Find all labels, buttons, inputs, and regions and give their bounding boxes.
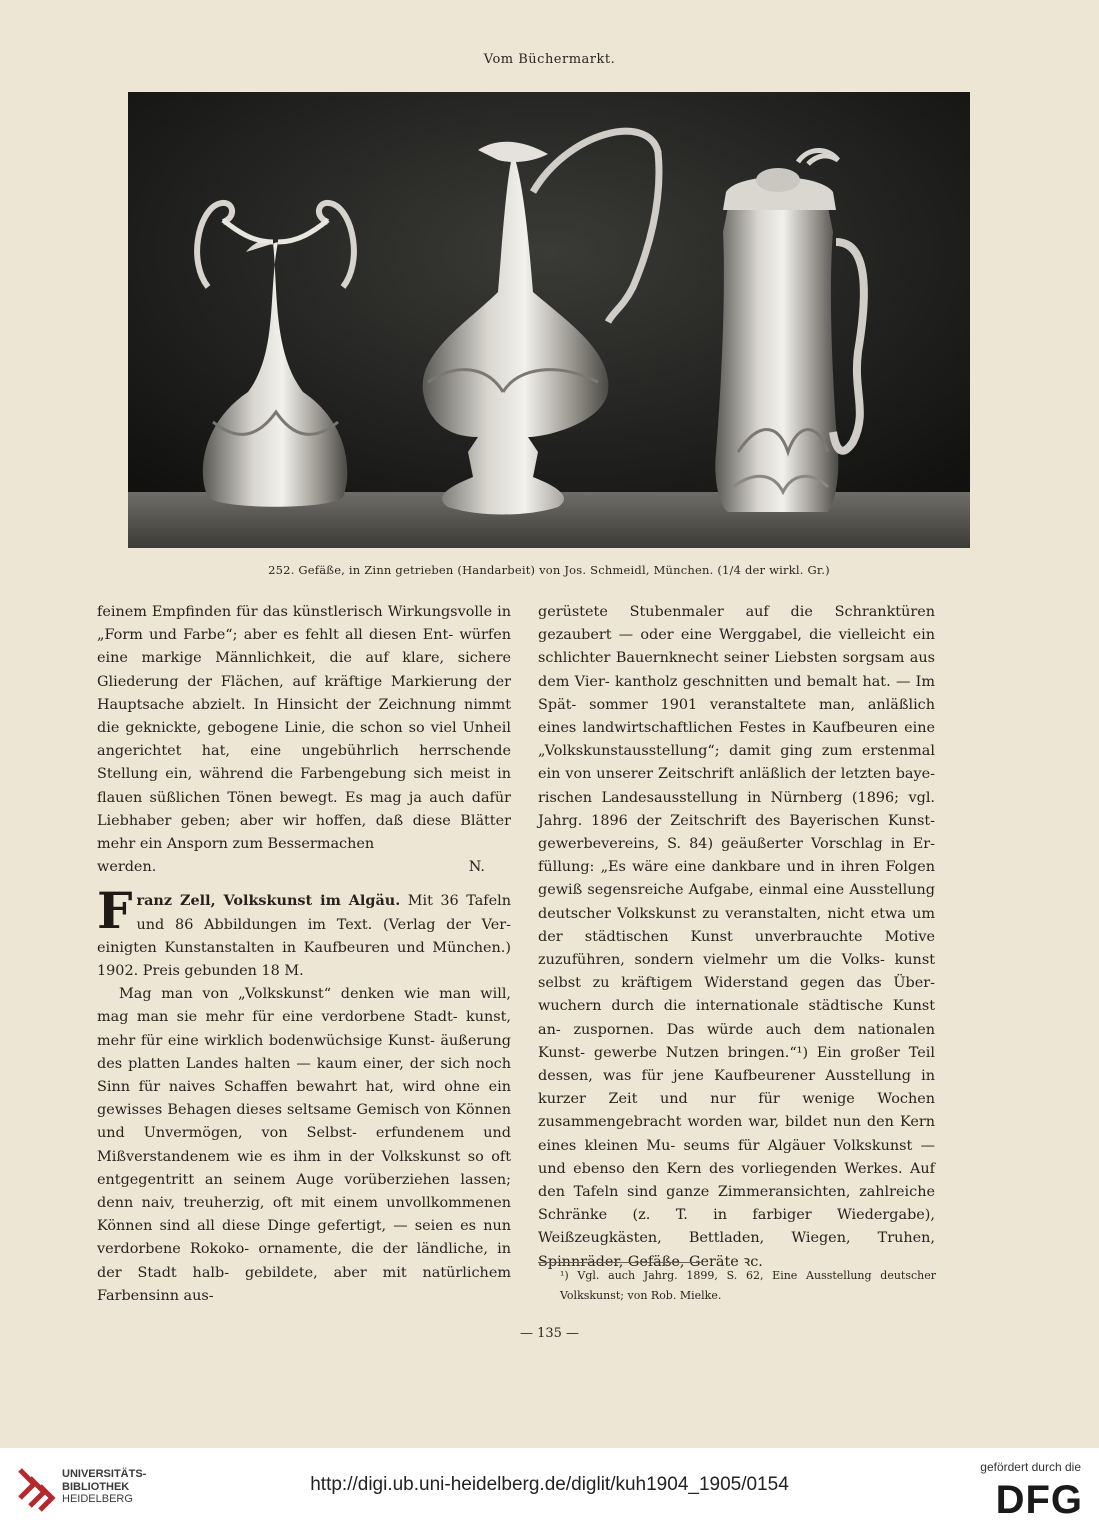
text-line: Kern des vorliegenden Werkes. Auf den Tafeln — [538, 1160, 935, 1201]
text-line: worden war, bildet nun den Kern eines kleinen Mu- — [538, 1114, 935, 1154]
text-line: und 86 Abbildungen im Text. (Verlag der Ver- — [136, 916, 511, 933]
text-line: Folgen gewiß segensreiche Aufgabe, einmal eine — [538, 859, 935, 899]
review-title: ranz Zell, Volkskunst im Algäu. — [136, 892, 401, 910]
text-line: füllung: „Es wäre eine dankbare und in ihren — [538, 859, 886, 876]
text-line: auch dafür Liebhaber geben; aber wir hoffen, daß — [97, 789, 511, 829]
document-url-link[interactable]: http://digi.ub.uni-heidelberg.de/diglit/kuh1904_1905/0154 — [310, 1474, 789, 1495]
text-line: sommer 1901 veranstaltete man, anläßlich eines — [538, 696, 935, 737]
text-line: Motive zuzuführen, sondern vielmehr um die Volks- — [538, 928, 935, 969]
footnote: ¹) Vgl. auch Jahrg. 1899, S. 62, Eine Ausstellung deutscher Volkskunst; von Rob. Mielke. — [560, 1269, 936, 1302]
footnote-divider — [538, 1262, 703, 1263]
text-line: landwirtschaftlichen Festes in Kaufbeuren eine — [582, 720, 935, 737]
text-line: einigten Kunstanstalten in Kaufbeuren und München.) — [97, 939, 511, 956]
text-line: gebildete, aber mit natürlichem Farbensinn aus- — [97, 1264, 511, 1304]
text-line: kunst, mehr für eine wirklich bodenwüchsige Kunst- — [97, 1009, 511, 1049]
text-line: gerüstete Stubenmaler auf die Schranktüren gezaubert — [538, 604, 935, 644]
text-line: Mit 36 Tafeln — [407, 893, 511, 910]
signature-line — [97, 856, 511, 879]
text-line: Bauernknecht seiner Liebsten sorgsam aus dem Vier- — [538, 650, 936, 690]
dfg-logo: DFG — [995, 1478, 1083, 1522]
text-line: erfundenem und Mißverstandenem wie es ihm in — [97, 1125, 511, 1165]
text-line: will, mag man sie mehr für eine verdorbene Stadt- — [97, 986, 511, 1026]
text-line: der Volkskunst so oft entgegentritt an seinem Auge — [97, 1148, 511, 1188]
text-line: gefertigt, — seien es nun verdorbene Rokoko- — [97, 1218, 511, 1258]
text-line: gewerbe Nutzen bringen.“¹) Ein großer Teil dessen, — [538, 1044, 935, 1085]
text-line: diese Blätter mehr ein Ansporn zum Bessermachen — [97, 812, 511, 853]
library-name-line: BIBLIOTHEK — [62, 1480, 130, 1493]
text-line: Zeit und nur für wenige Wochen zusammengebracht — [538, 1091, 936, 1131]
text-line: 1902. Preis gebunden 18 M. — [97, 963, 304, 980]
text-line: kantholz geschnitten und bemalt hat. — Im Spät- — [538, 673, 935, 713]
text-line: „Volkskunstausstellung“; damit ging zum erstenmal — [538, 743, 935, 760]
funding-note: gefördert durch die — [980, 1460, 1081, 1474]
text-line: nimmt die geknickte, gebogene Linie, die schon so viel — [97, 696, 511, 737]
drop-cap: F — [97, 881, 133, 941]
text-line: werden. — [97, 859, 157, 876]
text-line: in „Form und Farbe“; aber es fehlt all diesen Ent- — [97, 604, 511, 644]
text-line: sichere Gliederung der Flächen, auf kräftige Markierung — [97, 650, 511, 690]
text-line: nicht etwa um der städtischen Kunst unverbrauchte — [538, 905, 935, 945]
left-column — [97, 601, 511, 1308]
text-line: Ausstellung deutscher Volkskunst zu veranstalten, — [538, 882, 935, 922]
text-line: würfen eine markige Männlichkeit, die auf klare, — [97, 627, 511, 667]
reviewer-signature: N. — [468, 859, 485, 876]
text-line: Wiegen, Truhen, Spinnräder, Gefäße, Geräte ꝛc. — [538, 1230, 935, 1270]
text-line: — oder eine Werggabel, die vielleicht ein schlichter — [538, 627, 935, 667]
review-entry — [97, 881, 511, 983]
text-line: ein von unserer Zeitschrift anläßlich der letzten baye- — [538, 766, 935, 783]
page-number: — 135 — — [519, 1326, 580, 1341]
text-line: Stellung ein, während die Farbengebung sich meist — [97, 766, 498, 783]
pewter-vessels-image — [128, 92, 970, 548]
text-line: Gemisch von Können und Unvermögen, von Selbst- — [97, 1102, 511, 1142]
text-line: ornamente, die der ländliche, in der Stadt halb- — [97, 1241, 511, 1281]
figure-photograph — [128, 92, 970, 548]
text-line: äußerung des platten Landes halten — kaum einer, — [97, 1032, 511, 1072]
review-body-paragraph — [97, 983, 511, 1308]
right-column — [538, 601, 935, 1274]
running-head: Vom Büchermarkt. — [483, 52, 616, 67]
library-name-line: HEIDELBERG — [62, 1493, 133, 1505]
text-line: Jahrg. 1896 der Zeitschrift des Bayerischen Kunst- — [538, 812, 935, 829]
text-line: der Hauptsache abzielt. In Hinsicht der Zeichnung — [97, 673, 511, 713]
text-line: sind ganze Zimmeransichten, zahlreiche Schränke (z. T. — [538, 1184, 935, 1224]
library-name-line: UNIVERSITÄTS- — [62, 1468, 147, 1480]
text-line: zuspornen. Das würde auch dem nationalen Kunst- — [538, 1021, 935, 1061]
text-line: was für jene Kaufbeurener Ausstellung in kurzer — [538, 1068, 935, 1108]
text-line: der sich noch Sinn für naives Schaffen bewahrt hat, — [97, 1055, 511, 1096]
text-line: in farbiger Wiedergabe), Weißzeugkästen, Bettladen, — [538, 1207, 935, 1247]
text-line: feinem Empfinden für das künstlerisch Wirkungsvolle — [97, 604, 498, 620]
text-line: einem unvollkommenen Können sind all diese Dinge — [97, 1195, 512, 1235]
figure-caption: 252. Gefäße, in Zinn getrieben (Handarbeit) von Jos. Schmeidl, München. (1/4 der wirkl. Gr.) — [268, 563, 830, 577]
text-line: rischen Landesausstellung in Nürnberg (1896; vgl. — [538, 789, 935, 806]
text-line: kunst selbst zu kräftigem Widerstand gegen das Über- — [538, 952, 935, 992]
right-paragraph — [538, 601, 935, 1274]
text-line: vorüberziehen lassen; denn naiv, treuherzig, oft mit — [97, 1171, 511, 1212]
text-line: wird ohne ein gewisses Behagen dieses seltsame — [97, 1079, 512, 1119]
text-line: wuchern durch die internationale städtische Kunst an- — [538, 998, 935, 1038]
text-line: seums für Algäuer Volkskunst — und ebenso den — [538, 1137, 936, 1177]
closing-paragraph — [97, 601, 511, 856]
text-line: gewerbevereins, S. 84) geäußerter Vorschlag in Er- — [538, 836, 935, 853]
text-line: in flauen süßlichen Tönen bewegt. Es mag ja — [97, 766, 511, 806]
text-line: Unheil angerichtet hat, eine ungebührlich herrschende — [97, 720, 511, 760]
text-line: Mag man von „Volkskunst“ denken wie man — [119, 986, 481, 1003]
